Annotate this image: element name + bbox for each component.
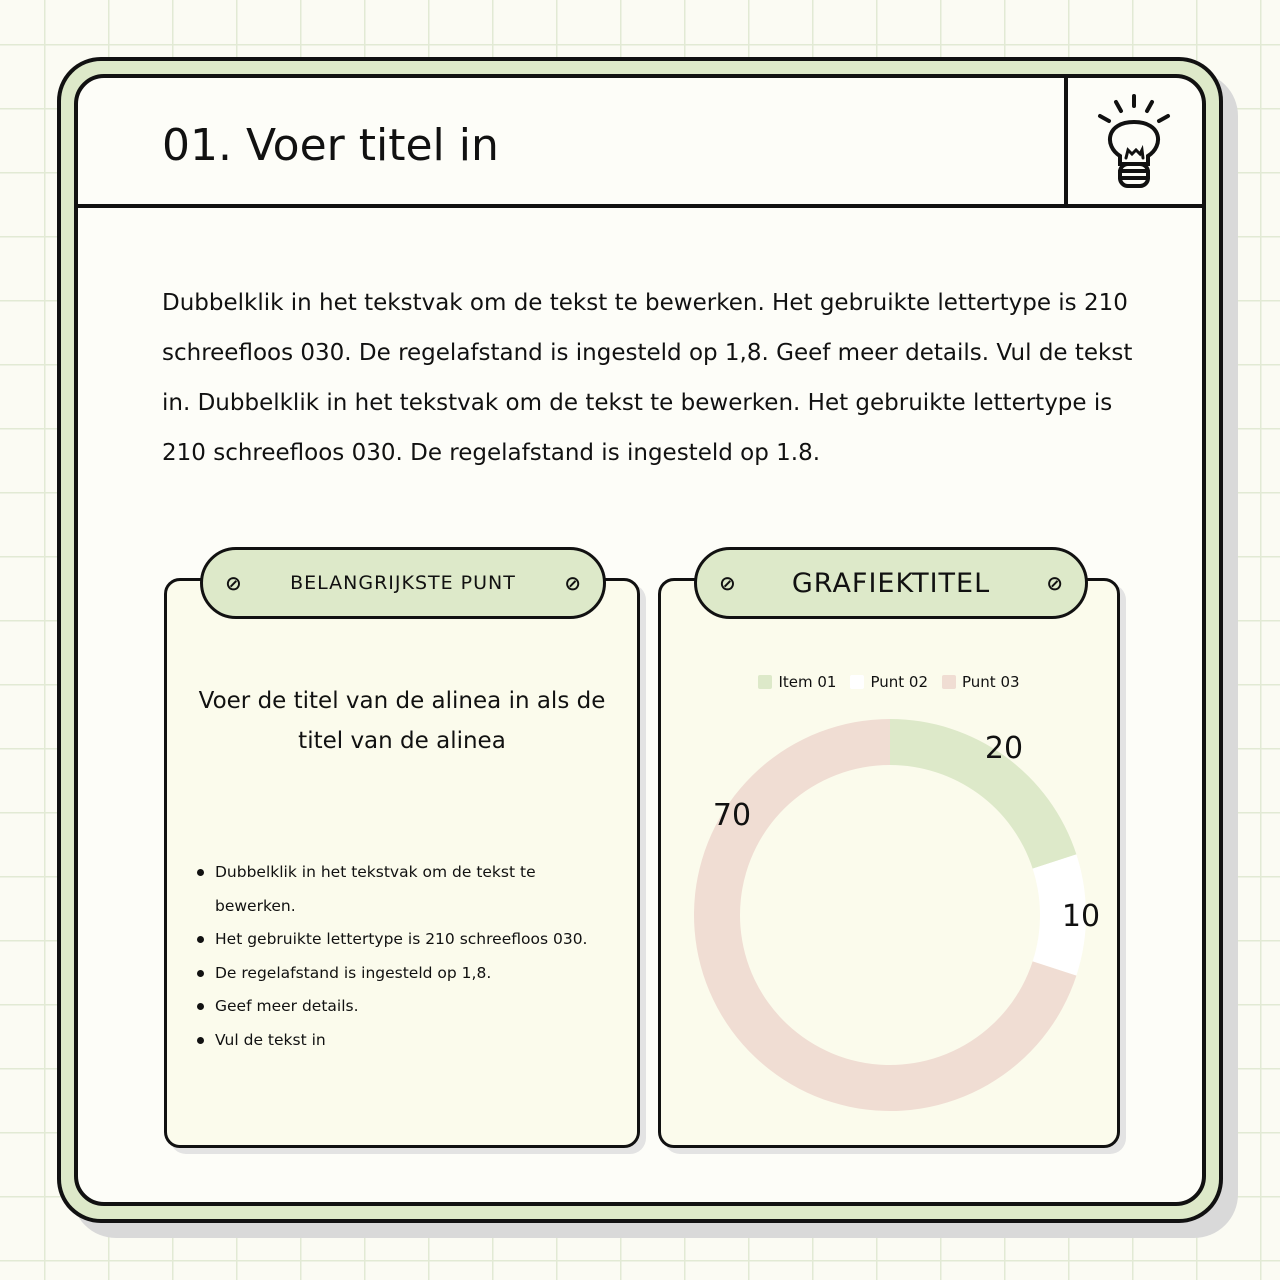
list-item: Vul de tekst in xyxy=(215,1024,615,1058)
key-point-header xyxy=(200,547,606,619)
legend-label: Punt 03 xyxy=(962,673,1020,691)
data-label: 70 xyxy=(712,798,752,833)
slash-circle-icon: ⊘ xyxy=(225,571,242,595)
bullet-list xyxy=(215,856,615,1057)
key-point-title: BELANGRIJKSTE PUNT xyxy=(290,572,516,594)
donut-chart xyxy=(661,581,1123,1151)
list-item: Het gebruikte lettertype is 210 schreefloos 030. xyxy=(215,923,615,957)
lightbulb-icon xyxy=(1068,78,1206,208)
list-item: Geef meer details. xyxy=(215,990,615,1024)
legend-label: Punt 02 xyxy=(870,673,928,691)
list-item: De regelafstand is ingesteld op 1,8. xyxy=(215,957,615,991)
chart-title: GRAFIEKTITEL xyxy=(791,567,991,599)
header xyxy=(78,78,1202,208)
chart-card xyxy=(658,567,1120,1148)
slash-circle-icon: ⊘ xyxy=(719,571,736,595)
key-point-card xyxy=(164,571,640,1148)
data-label: 10 xyxy=(1061,899,1101,934)
list-item: Dubbelklik in het tekstvak om de tekst te bewerken. xyxy=(215,856,615,923)
content-panel xyxy=(74,74,1206,1206)
slash-circle-icon: ⊘ xyxy=(564,571,581,595)
page-title: 01. Voer titel in xyxy=(162,120,499,171)
legend-label: Item 01 xyxy=(778,673,837,691)
donut-slice-1 xyxy=(890,719,1076,869)
body-paragraph: Dubbelklik in het tekstvak om de tekst te bewerken. Het gebruikte lettertype is 210 schreefloos 030. De regelafstand is ingesteld op 1,8. Geef meer details. Vul de tekst in. Dubbelklik in het tekstvak om de tekst te bewerken. Het gebruikte lettertype is 210 schreefloos 030. De regelafstand is ingesteld op 1.8. xyxy=(162,290,1133,466)
data-label: 20 xyxy=(984,731,1024,766)
icon-box xyxy=(1064,78,1202,208)
slash-circle-icon: ⊘ xyxy=(1046,571,1063,595)
card-subtitle: Voer de titel van de alinea in als de titel van de alinea xyxy=(198,688,606,754)
